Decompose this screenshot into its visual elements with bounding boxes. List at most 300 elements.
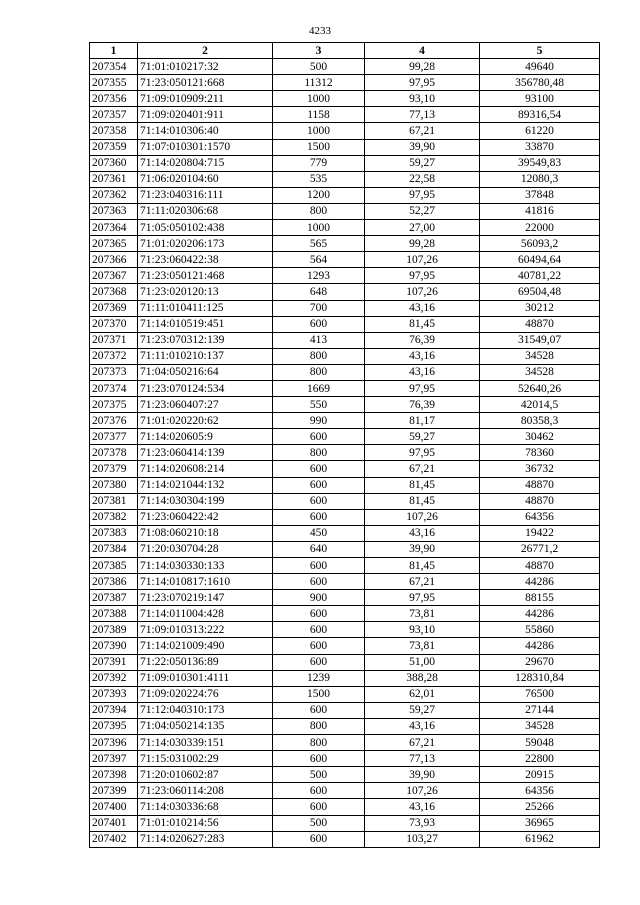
cell-value: 48870: [480, 493, 600, 509]
cell-rate: 107,26: [365, 252, 480, 268]
cell-rate: 107,26: [365, 783, 480, 799]
cell-rate: 81,45: [365, 493, 480, 509]
cell-number: 207395: [90, 718, 138, 734]
cell-area: 1293: [273, 268, 365, 284]
cell-area: 600: [273, 831, 365, 847]
cell-cadastral-id: 71:14:030336:68: [138, 799, 273, 815]
cell-cadastral-id: 71:14:021044:132: [138, 477, 273, 493]
table-row: [90, 348, 600, 364]
cell-number: 207396: [90, 735, 138, 751]
cell-cadastral-id: 71:09:010909:211: [138, 91, 273, 107]
cell-rate: 76,39: [365, 397, 480, 413]
cell-rate: 67,21: [365, 574, 480, 590]
cell-value: 60494,64: [480, 252, 600, 268]
cell-number: 207386: [90, 574, 138, 590]
cell-rate: 43,16: [365, 364, 480, 380]
cell-rate: 388,28: [365, 670, 480, 686]
cell-value: 48870: [480, 558, 600, 574]
cell-number: 207362: [90, 187, 138, 203]
cell-value: 48870: [480, 316, 600, 332]
cell-number: 207383: [90, 525, 138, 541]
table-row: [90, 364, 600, 380]
cell-number: 207401: [90, 815, 138, 831]
cell-cadastral-id: 71:05:050102:438: [138, 220, 273, 236]
cell-cadastral-id: 71:14:030330:133: [138, 558, 273, 574]
cell-value: 37848: [480, 187, 600, 203]
cell-rate: 62,01: [365, 686, 480, 702]
cell-rate: 81,45: [365, 477, 480, 493]
cell-cadastral-id: 71:01:010217:32: [138, 59, 273, 75]
table-row: [90, 815, 600, 831]
cell-cadastral-id: 71:23:020120:13: [138, 284, 273, 300]
cell-area: 600: [273, 654, 365, 670]
table-row: [90, 622, 600, 638]
cell-area: 600: [273, 493, 365, 509]
table-row: [90, 686, 600, 702]
cell-area: 413: [273, 332, 365, 348]
cell-area: 450: [273, 525, 365, 541]
cell-value: 93100: [480, 91, 600, 107]
cell-number: 207363: [90, 203, 138, 219]
cell-number: 207360: [90, 155, 138, 171]
table-row: [90, 751, 600, 767]
cell-value: 356780,48: [480, 75, 600, 91]
table-row: [90, 702, 600, 718]
cell-rate: 67,21: [365, 735, 480, 751]
cell-value: 41816: [480, 203, 600, 219]
cell-cadastral-id: 71:09:020224:76: [138, 686, 273, 702]
table-body: [90, 59, 600, 848]
table-row: [90, 203, 600, 219]
cell-area: 900: [273, 590, 365, 606]
cell-number: 207394: [90, 702, 138, 718]
cell-number: 207357: [90, 107, 138, 123]
cell-rate: 27,00: [365, 220, 480, 236]
cell-cadastral-id: 71:23:070312:139: [138, 332, 273, 348]
cell-area: 550: [273, 397, 365, 413]
cell-rate: 107,26: [365, 509, 480, 525]
cell-cadastral-id: 71:06:020104:60: [138, 171, 273, 187]
cell-cadastral-id: 71:04:050214:135: [138, 718, 273, 734]
cell-value: 26771,2: [480, 541, 600, 557]
table-row: [90, 831, 600, 847]
cell-area: 648: [273, 284, 365, 300]
cell-value: 78360: [480, 445, 600, 461]
table-row: [90, 220, 600, 236]
cell-number: 207382: [90, 509, 138, 525]
cell-value: 36965: [480, 815, 600, 831]
cell-rate: 81,45: [365, 316, 480, 332]
cell-rate: 59,27: [365, 155, 480, 171]
cell-value: 34528: [480, 348, 600, 364]
cell-area: 600: [273, 622, 365, 638]
cell-area: 1000: [273, 123, 365, 139]
cell-area: 800: [273, 364, 365, 380]
cell-number: 207378: [90, 445, 138, 461]
cell-value: 80358,3: [480, 413, 600, 429]
cell-value: 22000: [480, 220, 600, 236]
cell-area: 500: [273, 59, 365, 75]
table-row: [90, 187, 600, 203]
cell-cadastral-id: 71:14:020605:9: [138, 429, 273, 445]
table-row: [90, 477, 600, 493]
cell-cadastral-id: 71:08:060210:18: [138, 525, 273, 541]
cell-area: 535: [273, 171, 365, 187]
cell-area: 800: [273, 735, 365, 751]
cell-area: 600: [273, 461, 365, 477]
cell-rate: 43,16: [365, 348, 480, 364]
table-row: [90, 171, 600, 187]
cell-area: 1500: [273, 139, 365, 155]
cell-cadastral-id: 71:09:020401:911: [138, 107, 273, 123]
cell-number: 207387: [90, 590, 138, 606]
column-header-4: 4: [365, 43, 480, 59]
cell-number: 207379: [90, 461, 138, 477]
cell-area: 800: [273, 203, 365, 219]
table-row: [90, 75, 600, 91]
cell-area: 800: [273, 445, 365, 461]
cell-number: 207376: [90, 413, 138, 429]
cell-rate: 81,17: [365, 413, 480, 429]
cell-cadastral-id: 71:15:031002:29: [138, 751, 273, 767]
column-header-1: 1: [90, 43, 138, 59]
cell-rate: 22,58: [365, 171, 480, 187]
cell-rate: 39,90: [365, 767, 480, 783]
table-row: [90, 155, 600, 171]
cell-cadastral-id: 71:23:050121:668: [138, 75, 273, 91]
cell-cadastral-id: 71:23:060407:27: [138, 397, 273, 413]
cell-number: 207372: [90, 348, 138, 364]
cell-area: 800: [273, 718, 365, 734]
cell-rate: 77,13: [365, 107, 480, 123]
cell-value: 88155: [480, 590, 600, 606]
cell-area: 500: [273, 815, 365, 831]
table-row: [90, 300, 600, 316]
column-header-5: 5: [480, 43, 600, 59]
cell-area: 600: [273, 429, 365, 445]
cell-rate: 73,81: [365, 638, 480, 654]
table-row: [90, 429, 600, 445]
cell-rate: 67,21: [365, 123, 480, 139]
cell-area: 1158: [273, 107, 365, 123]
cell-value: 55860: [480, 622, 600, 638]
table-row: [90, 445, 600, 461]
table-row: [90, 509, 600, 525]
cell-area: 600: [273, 799, 365, 815]
cell-rate: 59,27: [365, 702, 480, 718]
table-row: [90, 397, 600, 413]
cell-number: 207361: [90, 171, 138, 187]
cell-area: 1000: [273, 220, 365, 236]
cell-rate: 52,27: [365, 203, 480, 219]
cell-number: 207380: [90, 477, 138, 493]
cell-value: 44286: [480, 638, 600, 654]
cell-rate: 99,28: [365, 59, 480, 75]
cell-area: 779: [273, 155, 365, 171]
table-row: [90, 590, 600, 606]
cell-value: 34528: [480, 364, 600, 380]
cell-cadastral-id: 71:01:010214:56: [138, 815, 273, 831]
cell-rate: 39,90: [365, 541, 480, 557]
cell-area: 800: [273, 348, 365, 364]
cell-number: 207399: [90, 783, 138, 799]
cell-value: 36732: [480, 461, 600, 477]
cell-rate: 81,45: [365, 558, 480, 574]
cell-rate: 97,95: [365, 445, 480, 461]
cell-cadastral-id: 71:14:020627:283: [138, 831, 273, 847]
cell-cadastral-id: 71:14:010306:40: [138, 123, 273, 139]
cell-number: 207373: [90, 364, 138, 380]
cell-area: 564: [273, 252, 365, 268]
cell-rate: 97,95: [365, 590, 480, 606]
table-row: [90, 236, 600, 252]
cell-rate: 93,10: [365, 622, 480, 638]
cell-value: 48870: [480, 477, 600, 493]
cell-area: 600: [273, 509, 365, 525]
cell-rate: 51,00: [365, 654, 480, 670]
cell-value: 61962: [480, 831, 600, 847]
cell-number: 207377: [90, 429, 138, 445]
cell-number: 207384: [90, 541, 138, 557]
cell-value: 49640: [480, 59, 600, 75]
cell-number: 207369: [90, 300, 138, 316]
cell-number: 207390: [90, 638, 138, 654]
cell-number: 207389: [90, 622, 138, 638]
cell-cadastral-id: 71:14:011004:428: [138, 606, 273, 622]
cell-value: 61220: [480, 123, 600, 139]
table-row: [90, 107, 600, 123]
cell-area: 600: [273, 783, 365, 799]
cell-cadastral-id: 71:23:060114:208: [138, 783, 273, 799]
cell-cadastral-id: 71:09:010313:222: [138, 622, 273, 638]
cell-rate: 67,21: [365, 461, 480, 477]
table-row: [90, 767, 600, 783]
cell-value: 34528: [480, 718, 600, 734]
cell-cadastral-id: 71:11:020306:68: [138, 203, 273, 219]
cell-value: 89316,54: [480, 107, 600, 123]
cell-area: 600: [273, 751, 365, 767]
cell-number: 207391: [90, 654, 138, 670]
cell-rate: 43,16: [365, 525, 480, 541]
cell-cadastral-id: 71:14:030339:151: [138, 735, 273, 751]
cell-area: 990: [273, 413, 365, 429]
cell-area: 565: [273, 236, 365, 252]
cell-area: 1000: [273, 91, 365, 107]
table-row: [90, 59, 600, 75]
cell-value: 33870: [480, 139, 600, 155]
cell-value: 69504,48: [480, 284, 600, 300]
cell-rate: 73,81: [365, 606, 480, 622]
cell-cadastral-id: 71:14:010519:451: [138, 316, 273, 332]
cell-value: 12080,3: [480, 171, 600, 187]
cell-number: 207370: [90, 316, 138, 332]
cell-value: 29670: [480, 654, 600, 670]
cell-value: 19422: [480, 525, 600, 541]
cell-rate: 103,27: [365, 831, 480, 847]
cell-area: 600: [273, 316, 365, 332]
cell-cadastral-id: 71:07:010301:1570: [138, 139, 273, 155]
cell-cadastral-id: 71:14:020608:214: [138, 461, 273, 477]
cell-area: 1500: [273, 686, 365, 702]
cell-cadastral-id: 71:23:060422:38: [138, 252, 273, 268]
cell-value: 64356: [480, 509, 600, 525]
table-row: [90, 91, 600, 107]
cell-rate: 93,10: [365, 91, 480, 107]
cell-value: 52640,26: [480, 380, 600, 396]
cell-number: 207397: [90, 751, 138, 767]
cell-number: 207374: [90, 380, 138, 396]
cell-number: 207398: [90, 767, 138, 783]
cell-cadastral-id: 71:12:040310:173: [138, 702, 273, 718]
cell-value: 22800: [480, 751, 600, 767]
cell-number: 207371: [90, 332, 138, 348]
cell-number: 207402: [90, 831, 138, 847]
table-row: [90, 413, 600, 429]
cell-area: 600: [273, 558, 365, 574]
cell-area: 600: [273, 606, 365, 622]
cell-cadastral-id: 71:11:010210:137: [138, 348, 273, 364]
cell-number: 207364: [90, 220, 138, 236]
cell-cadastral-id: 71:20:030704:28: [138, 541, 273, 557]
cell-area: 500: [273, 767, 365, 783]
cell-number: 207365: [90, 236, 138, 252]
cell-rate: 76,39: [365, 332, 480, 348]
cell-value: 39549,83: [480, 155, 600, 171]
cell-value: 20915: [480, 767, 600, 783]
cell-area: 1669: [273, 380, 365, 396]
cell-cadastral-id: 71:20:010602:87: [138, 767, 273, 783]
cell-cadastral-id: 71:23:050121:468: [138, 268, 273, 284]
cell-cadastral-id: 71:14:030304:199: [138, 493, 273, 509]
cell-number: 207385: [90, 558, 138, 574]
cell-rate: 59,27: [365, 429, 480, 445]
column-header-2: 2: [138, 43, 273, 59]
table-row: [90, 268, 600, 284]
cell-cadastral-id: 71:14:020804:715: [138, 155, 273, 171]
cell-value: 56093,2: [480, 236, 600, 252]
cell-value: 30212: [480, 300, 600, 316]
cell-cadastral-id: 71:22:050136:89: [138, 654, 273, 670]
cell-number: 207400: [90, 799, 138, 815]
cell-area: 1239: [273, 670, 365, 686]
cell-rate: 97,95: [365, 380, 480, 396]
cell-cadastral-id: 71:23:070124:534: [138, 380, 273, 396]
cell-number: 207366: [90, 252, 138, 268]
table-row: [90, 654, 600, 670]
cell-rate: 97,95: [365, 268, 480, 284]
table-row: [90, 493, 600, 509]
table-row: [90, 735, 600, 751]
cell-number: 207358: [90, 123, 138, 139]
cell-rate: 43,16: [365, 799, 480, 815]
cell-number: 207393: [90, 686, 138, 702]
data-table: [89, 42, 600, 848]
cell-rate: 43,16: [365, 300, 480, 316]
cell-rate: 99,28: [365, 236, 480, 252]
table-row: [90, 461, 600, 477]
cell-number: 207375: [90, 397, 138, 413]
cell-area: 1200: [273, 187, 365, 203]
cell-value: 44286: [480, 574, 600, 590]
table-row: [90, 316, 600, 332]
cell-rate: 97,95: [365, 187, 480, 203]
cell-number: 207392: [90, 670, 138, 686]
cell-area: 600: [273, 638, 365, 654]
cell-cadastral-id: 71:01:020206:173: [138, 236, 273, 252]
cell-cadastral-id: 71:14:021009:490: [138, 638, 273, 654]
cell-number: 207381: [90, 493, 138, 509]
cell-rate: 77,13: [365, 751, 480, 767]
table-row: [90, 799, 600, 815]
header-row: [90, 43, 600, 59]
cell-value: 64356: [480, 783, 600, 799]
cell-number: 207368: [90, 284, 138, 300]
cell-value: 59048: [480, 735, 600, 751]
cell-value: 42014,5: [480, 397, 600, 413]
cell-value: 40781,22: [480, 268, 600, 284]
cell-area: 600: [273, 574, 365, 590]
table-row: [90, 783, 600, 799]
cell-area: 600: [273, 477, 365, 493]
table-row: [90, 541, 600, 557]
cell-number: 207367: [90, 268, 138, 284]
cell-value: 25266: [480, 799, 600, 815]
cell-cadastral-id: 71:23:040316:111: [138, 187, 273, 203]
cell-cadastral-id: 71:23:060422:42: [138, 509, 273, 525]
cell-cadastral-id: 71:14:010817:1610: [138, 574, 273, 590]
cell-value: 44286: [480, 606, 600, 622]
cell-value: 128310,84: [480, 670, 600, 686]
table-row: [90, 525, 600, 541]
cell-number: 207356: [90, 91, 138, 107]
cell-rate: 97,95: [365, 75, 480, 91]
cell-area: 640: [273, 541, 365, 557]
cell-cadastral-id: 71:01:020220:62: [138, 413, 273, 429]
table-row: [90, 574, 600, 590]
column-header-3: 3: [273, 43, 365, 59]
table-row: [90, 123, 600, 139]
cell-value: 31549,07: [480, 332, 600, 348]
table-row: [90, 139, 600, 155]
cell-rate: 39,90: [365, 139, 480, 155]
cell-cadastral-id: 71:23:060414:139: [138, 445, 273, 461]
cell-value: 76500: [480, 686, 600, 702]
cell-rate: 73,93: [365, 815, 480, 831]
cell-cadastral-id: 71:09:010301:4111: [138, 670, 273, 686]
cell-rate: 43,16: [365, 718, 480, 734]
cell-number: 207355: [90, 75, 138, 91]
table-row: [90, 718, 600, 734]
table-row: [90, 670, 600, 686]
table-row: [90, 332, 600, 348]
cell-value: 27144: [480, 702, 600, 718]
cell-area: 700: [273, 300, 365, 316]
page-number: 4233: [309, 25, 331, 37]
cell-rate: 107,26: [365, 284, 480, 300]
cell-area: 11312: [273, 75, 365, 91]
table-row: [90, 252, 600, 268]
cell-number: 207388: [90, 606, 138, 622]
table-row: [90, 606, 600, 622]
cell-cadastral-id: 71:23:070219:147: [138, 590, 273, 606]
cell-number: 207359: [90, 139, 138, 155]
cell-value: 30462: [480, 429, 600, 445]
table-row: [90, 284, 600, 300]
table-row: [90, 558, 600, 574]
cell-number: 207354: [90, 59, 138, 75]
cell-cadastral-id: 71:04:050216:64: [138, 364, 273, 380]
table-row: [90, 638, 600, 654]
